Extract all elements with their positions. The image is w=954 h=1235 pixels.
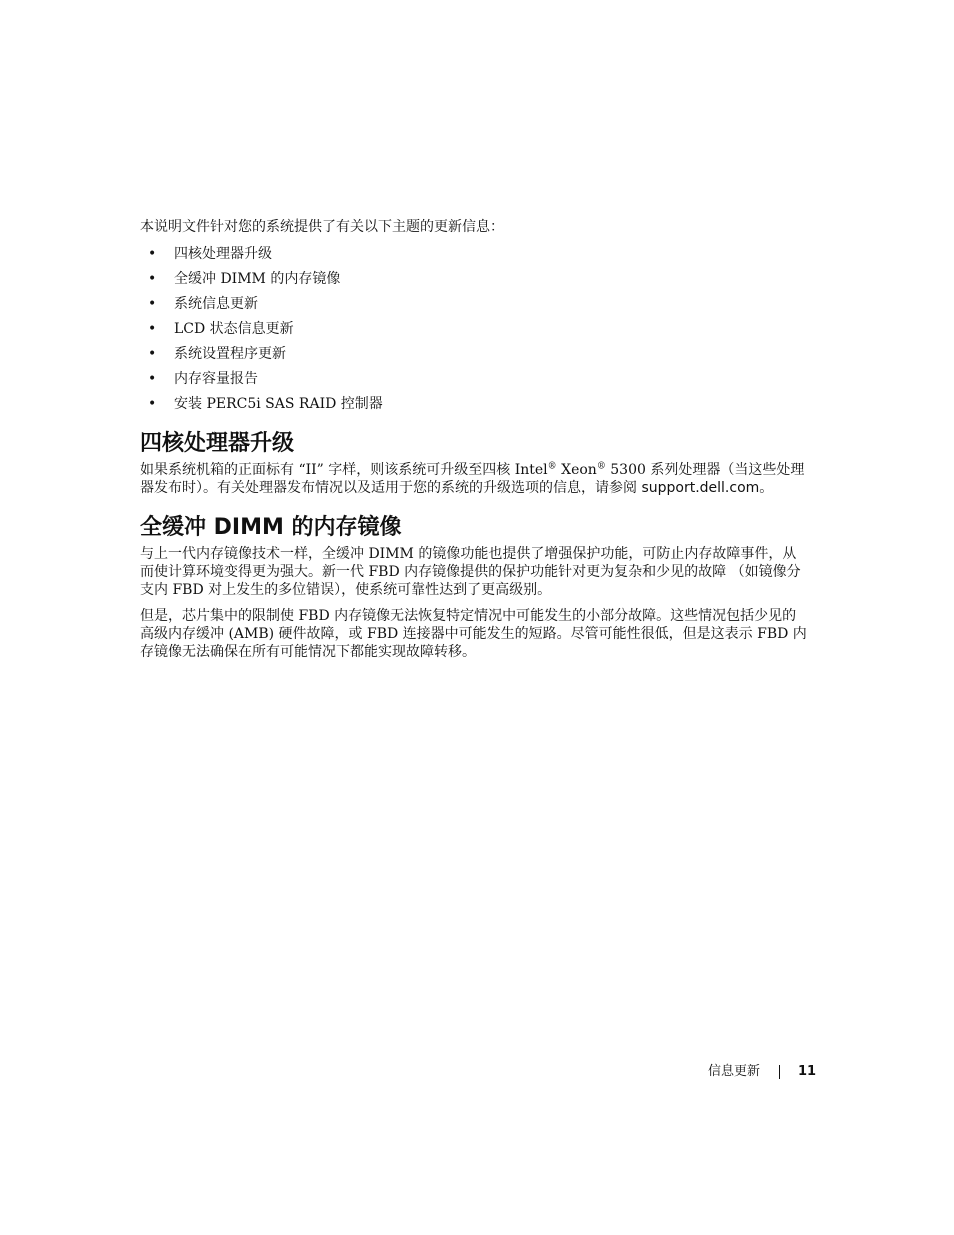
topic-label: 系统设置程序更新 [174,346,286,362]
bullet-icon: • [148,321,157,337]
topic-label: LCD 状态信息更新 [174,321,294,337]
topic-label: 内存容量报告 [174,371,258,387]
topic-label: 四核处理器升级 [174,246,272,262]
registered-mark: ® [547,461,557,472]
mirroring-paragraph-1: 与上一代内存镜像技术一样，全缓冲 DIMM 的镜像功能也提供了增强保护功能，可防止内存故障事件，从而使计算环境变得更为强大。新一代 FBD 内存镜像提供的保护功能针对更为复杂和少见的故障 （如镜像分支内 FBD 对上发生的多位错误），使系统可靠性达到了更高级别。 [140,546,801,598]
topic-label: 安装 PERC5i SAS RAID 控制器 [174,396,383,412]
page-number: 11 [798,1064,817,1079]
quad-text-3: 5300 系列处理器（当这些处理器发布时）。有关处理器发布情况以及适用于您的系统的升级选项的信息，请参阅 [140,462,805,496]
topic-item [140,267,810,292]
section-heading-memory-mirroring: 全缓冲 DIMM 的内存镜像 [140,515,402,540]
mirroring-paragraph-2: 但是，芯片集中的限制使 FBD 内存镜像无法恢复特定情况中可能发生的小部分故障。这些情况包括少见的高级内存缓冲 (AMB) 硬件故障，或 FBD 连接器中可能发生的短路。尽管可能性很低，但是这表示 FBD 内存镜像无法确保在所有可能情况下都能实现故障转移。 [140,608,807,660]
intro-text: 本说明文件针对您的系统提供了有关以下主题的更新信息： [140,219,504,235]
page-content [140,218,810,661]
quad-text-end: 。 [759,480,774,496]
footer-divider [779,1065,780,1079]
topic-label: 全缓冲 DIMM 的内存镜像 [174,271,341,287]
topic-item [140,292,810,317]
registered-mark: ® [596,461,606,472]
topic-item [140,342,810,367]
bullet-icon: • [148,296,157,312]
topic-item [140,367,810,392]
quad-text-2: Xeon [556,462,597,478]
quad-core-paragraph [140,461,810,497]
bullet-icon: • [148,371,157,387]
topic-item [140,392,810,417]
topic-item [140,242,810,267]
bullet-icon: • [148,396,157,412]
page-footer [0,1062,954,1082]
footer-title: 信息更新 [707,1064,760,1079]
bullet-icon: • [148,346,157,362]
bullet-icon: • [148,271,157,287]
topic-item [140,317,810,342]
topic-list [140,242,810,417]
bullet-icon: • [148,246,157,262]
topic-label: 系统信息更新 [174,296,258,312]
section-heading-quad-core: 四核处理器升级 [140,431,295,456]
support-link[interactable]: support.dell.com [641,480,760,496]
quad-text-1: 如果系统机箱的正面标有 “II” 字样，则该系统可升级至四核 Intel [140,462,548,478]
